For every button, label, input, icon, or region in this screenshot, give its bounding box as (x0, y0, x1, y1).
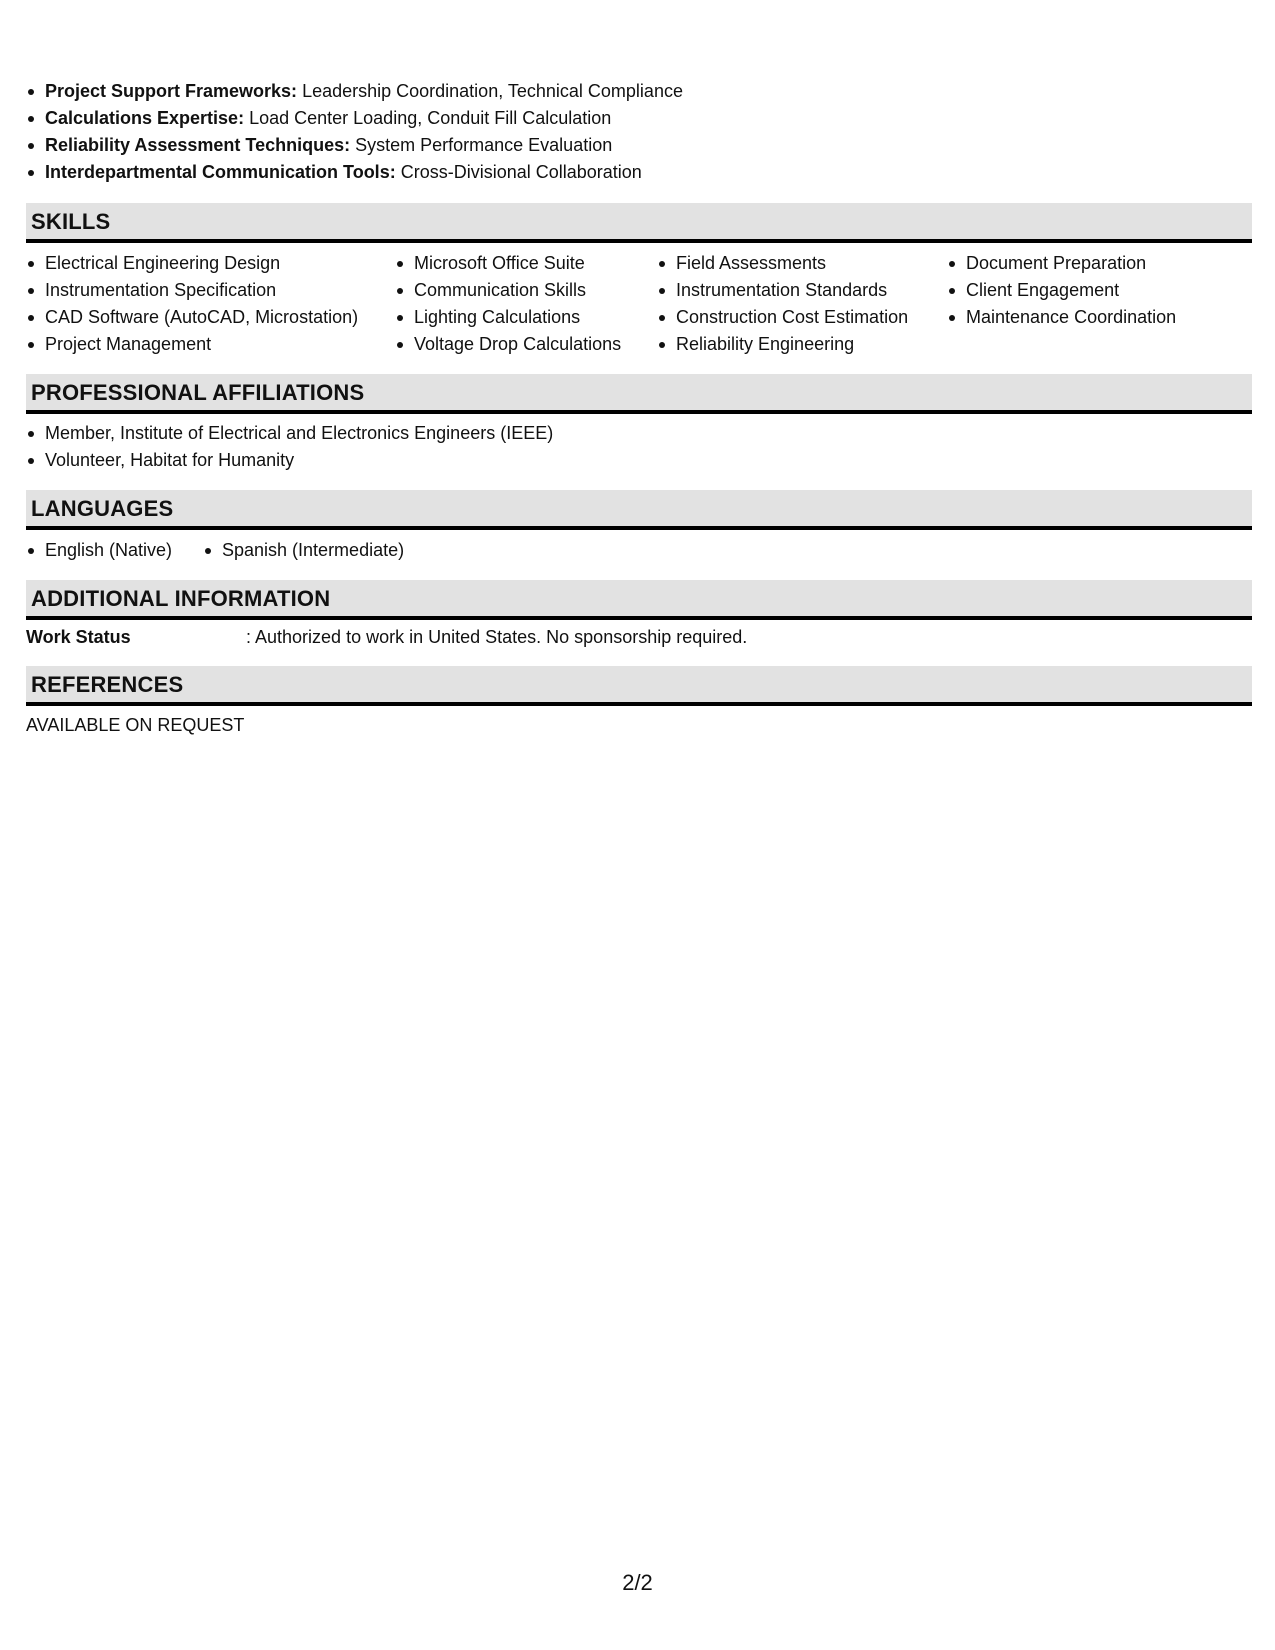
list-item: Construction Cost Estimation (657, 304, 908, 331)
list-item: Project Management (26, 331, 358, 358)
list-item (26, 105, 683, 132)
list-item: Spanish (Intermediate) (203, 537, 404, 564)
languages-list-2 (203, 537, 404, 564)
list-item: Reliability Engineering (657, 331, 908, 358)
tool-value: Cross-Divisional Collaboration (395, 162, 642, 182)
list-item: Instrumentation Specification (26, 277, 358, 304)
list-item (26, 132, 683, 159)
work-status-label: Work Status (26, 627, 131, 647)
section-title: PROFESSIONAL AFFILIATIONS (31, 380, 365, 405)
list-item: English (Native) (26, 537, 172, 564)
list-item: Client Engagement (947, 277, 1176, 304)
section-title: ADDITIONAL INFORMATION (31, 586, 331, 611)
references-section-header (26, 666, 1252, 706)
skills-column-4 (947, 250, 1176, 331)
list-item: Microsoft Office Suite (395, 250, 621, 277)
list-item: Maintenance Coordination (947, 304, 1176, 331)
tool-label: Project Support Frameworks: (45, 81, 298, 101)
page-number: 2/2 (622, 1570, 653, 1595)
skills-column-1 (26, 250, 358, 358)
list-item: CAD Software (AutoCAD, Microstation) (26, 304, 358, 331)
tool-label: Reliability Assessment Techniques: (45, 135, 351, 155)
tool-value: Leadership Coordination, Technical Compliance (297, 81, 683, 101)
list-item: Volunteer, Habitat for Humanity (26, 447, 553, 474)
skills-section-header (26, 203, 1252, 243)
affiliations-list (26, 420, 553, 474)
list-item (26, 78, 683, 105)
list-item: Communication Skills (395, 277, 621, 304)
list-item: Lighting Calculations (395, 304, 621, 331)
work-status-value: : Authorized to work in United States. No sponsorship required. (246, 627, 748, 647)
tool-value: Load Center Loading, Conduit Fill Calculation (244, 108, 612, 128)
list-item: Instrumentation Standards (657, 277, 908, 304)
tools-list (26, 78, 683, 186)
languages-section-header (26, 490, 1252, 530)
additional-info-section-header (26, 580, 1252, 620)
skills-column-3 (657, 250, 908, 358)
tool-label: Interdepartmental Communication Tools: (45, 162, 396, 182)
list-item (26, 159, 683, 186)
section-title: REFERENCES (31, 672, 184, 697)
list-item: Member, Institute of Electrical and Electronics Engineers (IEEE) (26, 420, 553, 447)
languages-list-1 (26, 537, 172, 564)
section-title: LANGUAGES (31, 496, 174, 521)
skills-column-2 (395, 250, 621, 358)
references-text: AVAILABLE ON REQUEST (26, 715, 245, 735)
list-item: Field Assessments (657, 250, 908, 277)
tool-label: Calculations Expertise: (45, 108, 245, 128)
section-title: SKILLS (31, 209, 111, 234)
affiliations-section-header (26, 374, 1252, 414)
list-item: Document Preparation (947, 250, 1176, 277)
tool-value: System Performance Evaluation (350, 135, 613, 155)
list-item: Electrical Engineering Design (26, 250, 358, 277)
list-item: Voltage Drop Calculations (395, 331, 621, 358)
